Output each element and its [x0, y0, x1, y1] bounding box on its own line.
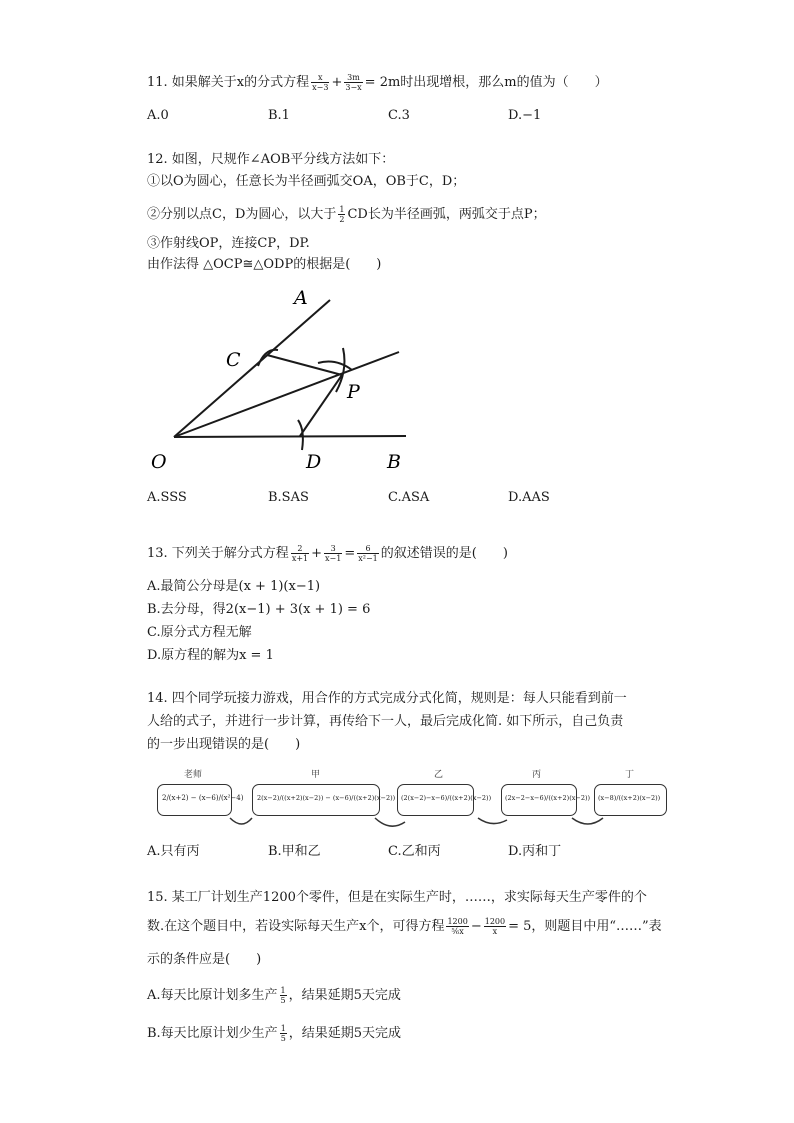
q13-option-d[interactable]: D.原方程的解为x = 1 [147, 648, 274, 663]
q15-option-b-num: 1 [280, 1024, 286, 1033]
q12-half-num: 1 [339, 205, 345, 214]
q15-option-b[interactable] [147, 1024, 401, 1043]
chain-box-jia [252, 784, 396, 816]
q13-fraction-2 [324, 544, 342, 563]
q13-f3-den: x²−1 [358, 554, 378, 563]
q11-f2-den: 3−x [345, 83, 362, 92]
q15-line-1: 15. 某工厂计划生产1200个零件，但是在实际生产时，……，求实际每天生产零件的个 [147, 890, 647, 905]
q13-option-c[interactable]: C.原分式方程无解 [147, 625, 252, 640]
q14-line-1: 14. 四个同学玩接力游戏，用合作的方式完成分式化简，规则是：每人只能看到前一 [147, 691, 627, 706]
q14-option-a[interactable]: A.只有丙 [147, 844, 200, 859]
q15-option-b-fraction [280, 1024, 287, 1043]
segment-cp [267, 355, 342, 375]
ray-op [174, 352, 399, 437]
q15-option-b-suffix: ，结果延期5天完成 [288, 1026, 402, 1041]
q13-option-a[interactable]: A.最简公分母是(x + 1)(x−1) [147, 579, 321, 594]
q15-line-2-prefix: 数.在这个题目中，若设实际每天生产x个，可得方程 [147, 919, 445, 934]
q13-f1-num: 2 [291, 544, 309, 554]
chain-expr-bing: (2x−2−x−6)/((x+2)(x−2)) [505, 794, 591, 802]
q11-option-b[interactable]: B.1 [268, 108, 290, 123]
q14-option-c[interactable]: C.乙和丙 [388, 844, 441, 859]
q12-title: 12. 如图，尺规作∠AOB平分线方法如下： [147, 152, 395, 167]
chain-box-bing [501, 784, 591, 816]
chain-label-ding: 丁 [625, 770, 635, 780]
q11-prefix: 11. 如果解关于x的分式方程 [147, 75, 310, 90]
q12-option-c[interactable]: C.ASA [388, 490, 430, 505]
q11-f1-den: x−3 [312, 83, 329, 92]
q14-line-2: 人给的式子，并进行一步计算，再传给下一人，最后完成化简. 如下所示，自己负责 [147, 714, 624, 729]
q15-f2-den: x [492, 927, 498, 936]
q12-option-a[interactable]: A.SSS [147, 490, 187, 505]
q11-fraction-1 [311, 73, 329, 92]
q12-step-3: ③作射线OP，连接CP，DP. [147, 236, 310, 251]
q12-question: 由作法得 △OCP≅△ODP的根据是( ) [147, 257, 382, 272]
q11-fraction-2 [344, 73, 362, 92]
chain-arrow-3 [478, 818, 507, 824]
chain-arrow-1 [230, 818, 252, 824]
chain-box-teacher [157, 784, 244, 816]
q11-option-c[interactable]: C.3 [388, 108, 410, 123]
chain-label-yi: 乙 [434, 770, 444, 780]
q13-prefix: 13. 下列关于解分式方程 [147, 546, 289, 561]
q12-step-2-prefix: ②分别以点C，D为圆心，以大于 [147, 207, 337, 222]
q15-line-3: 示的条件应是( ) [147, 952, 262, 967]
arc-from-d [336, 348, 344, 392]
q12-step-1: ①以O为圆心，任意长为半径画弧交OA，OB于C，D； [147, 174, 466, 189]
q13-f3-num: 6 [357, 544, 379, 554]
label-a: A [294, 287, 308, 309]
q15-line-2-suffix: = 5，则题目中用“……”表 [508, 919, 662, 934]
q12-half-fraction [338, 205, 345, 224]
ray-oa [174, 300, 330, 437]
q11-option-a[interactable]: A.0 [147, 108, 169, 123]
chain-arrow-2 [375, 818, 405, 826]
q13-suffix: 的叙述错误的是( ) [380, 546, 508, 561]
ray-ob [174, 436, 406, 437]
label-b: B [387, 451, 401, 473]
chain-expr-yi: (2(x−2)−x−6)/((x+2)(x−2)) [401, 794, 492, 802]
q12-half-den: 2 [339, 215, 345, 224]
chain-label-teacher: 老师 [184, 770, 203, 780]
q12-step-2 [147, 205, 546, 224]
q14-option-b[interactable]: B.甲和乙 [268, 844, 321, 859]
q13-equals: = [344, 546, 356, 561]
arc-from-c [318, 362, 352, 370]
q14-option-d[interactable]: D.丙和丁 [508, 844, 562, 859]
q11-f2-num: 3m [344, 73, 362, 83]
chain-expr-ding: (x−8)/((x+2)(x−2)) [598, 794, 661, 802]
q15-line-2 [147, 917, 662, 936]
q13-f2-den: x−1 [325, 554, 342, 563]
q12-step-2-suffix: CD长为半径画弧，两弧交于点P； [347, 207, 546, 222]
label-p: P [347, 381, 360, 403]
q15-f1-den: ⁵⁄₆x [451, 927, 464, 936]
chain-box-yi [397, 784, 492, 816]
q15-option-a-prefix: A.每天比原计划多生产 [147, 988, 278, 1003]
segment-dp [300, 375, 342, 436]
q15-option-a-fraction [280, 986, 287, 1005]
q11-plus: + [331, 75, 343, 90]
q15-option-a-num: 1 [280, 986, 286, 995]
chain-label-jia: 甲 [311, 770, 321, 780]
angle-bisector-figure [140, 280, 420, 475]
label-d: D [306, 451, 322, 473]
q15-f1-num: 1200 [447, 917, 468, 926]
q15-fraction-1 [446, 917, 468, 936]
q11-f1-num: x [311, 73, 329, 83]
q13-f2-num: 3 [324, 544, 342, 554]
q15-f2-num: 1200 [484, 917, 506, 926]
q15-option-b-prefix: B.每天比原计划少生产 [147, 1026, 278, 1041]
label-c: C [226, 349, 241, 371]
q13-stem [147, 544, 508, 563]
q13-fraction-3 [357, 544, 379, 563]
chain-box-ding [594, 784, 667, 816]
q13-fraction-1 [291, 544, 309, 563]
chain-label-bing: 丙 [532, 770, 542, 780]
chain-arrow-4 [572, 818, 603, 824]
q13-plus: + [311, 546, 323, 561]
q15-option-a-suffix: ，结果延期5天完成 [288, 988, 401, 1003]
chain-expr-teacher: 2/(x+2) − (x−6)/(x²−4) [162, 794, 244, 802]
q15-option-a-den: 5 [280, 996, 286, 1005]
q15-fraction-2 [484, 917, 506, 936]
q13-f1-den: x+1 [291, 554, 309, 563]
q12-option-b[interactable]: B.SAS [268, 490, 309, 505]
q12-option-d[interactable]: D.AAS [508, 490, 550, 505]
q13-option-b[interactable]: B.去分母，得2(x−1) + 3(x + 1) = 6 [147, 602, 371, 617]
q15-minus: − [470, 919, 482, 934]
q15-option-a[interactable] [147, 986, 401, 1005]
chain-expr-jia: 2(x−2)/((x+2)(x−2)) − (x−6)/((x+2)(x−2)) [257, 794, 396, 802]
q14-line-3: 的一步出现错误的是( ) [147, 737, 301, 752]
q11-option-d[interactable]: D.−1 [508, 108, 542, 123]
q15-option-b-den: 5 [280, 1034, 286, 1043]
label-o: O [151, 451, 167, 473]
q11-stem [147, 73, 608, 92]
q11-suffix: = 2m时出现增根，那么m的值为（ ） [364, 75, 608, 90]
